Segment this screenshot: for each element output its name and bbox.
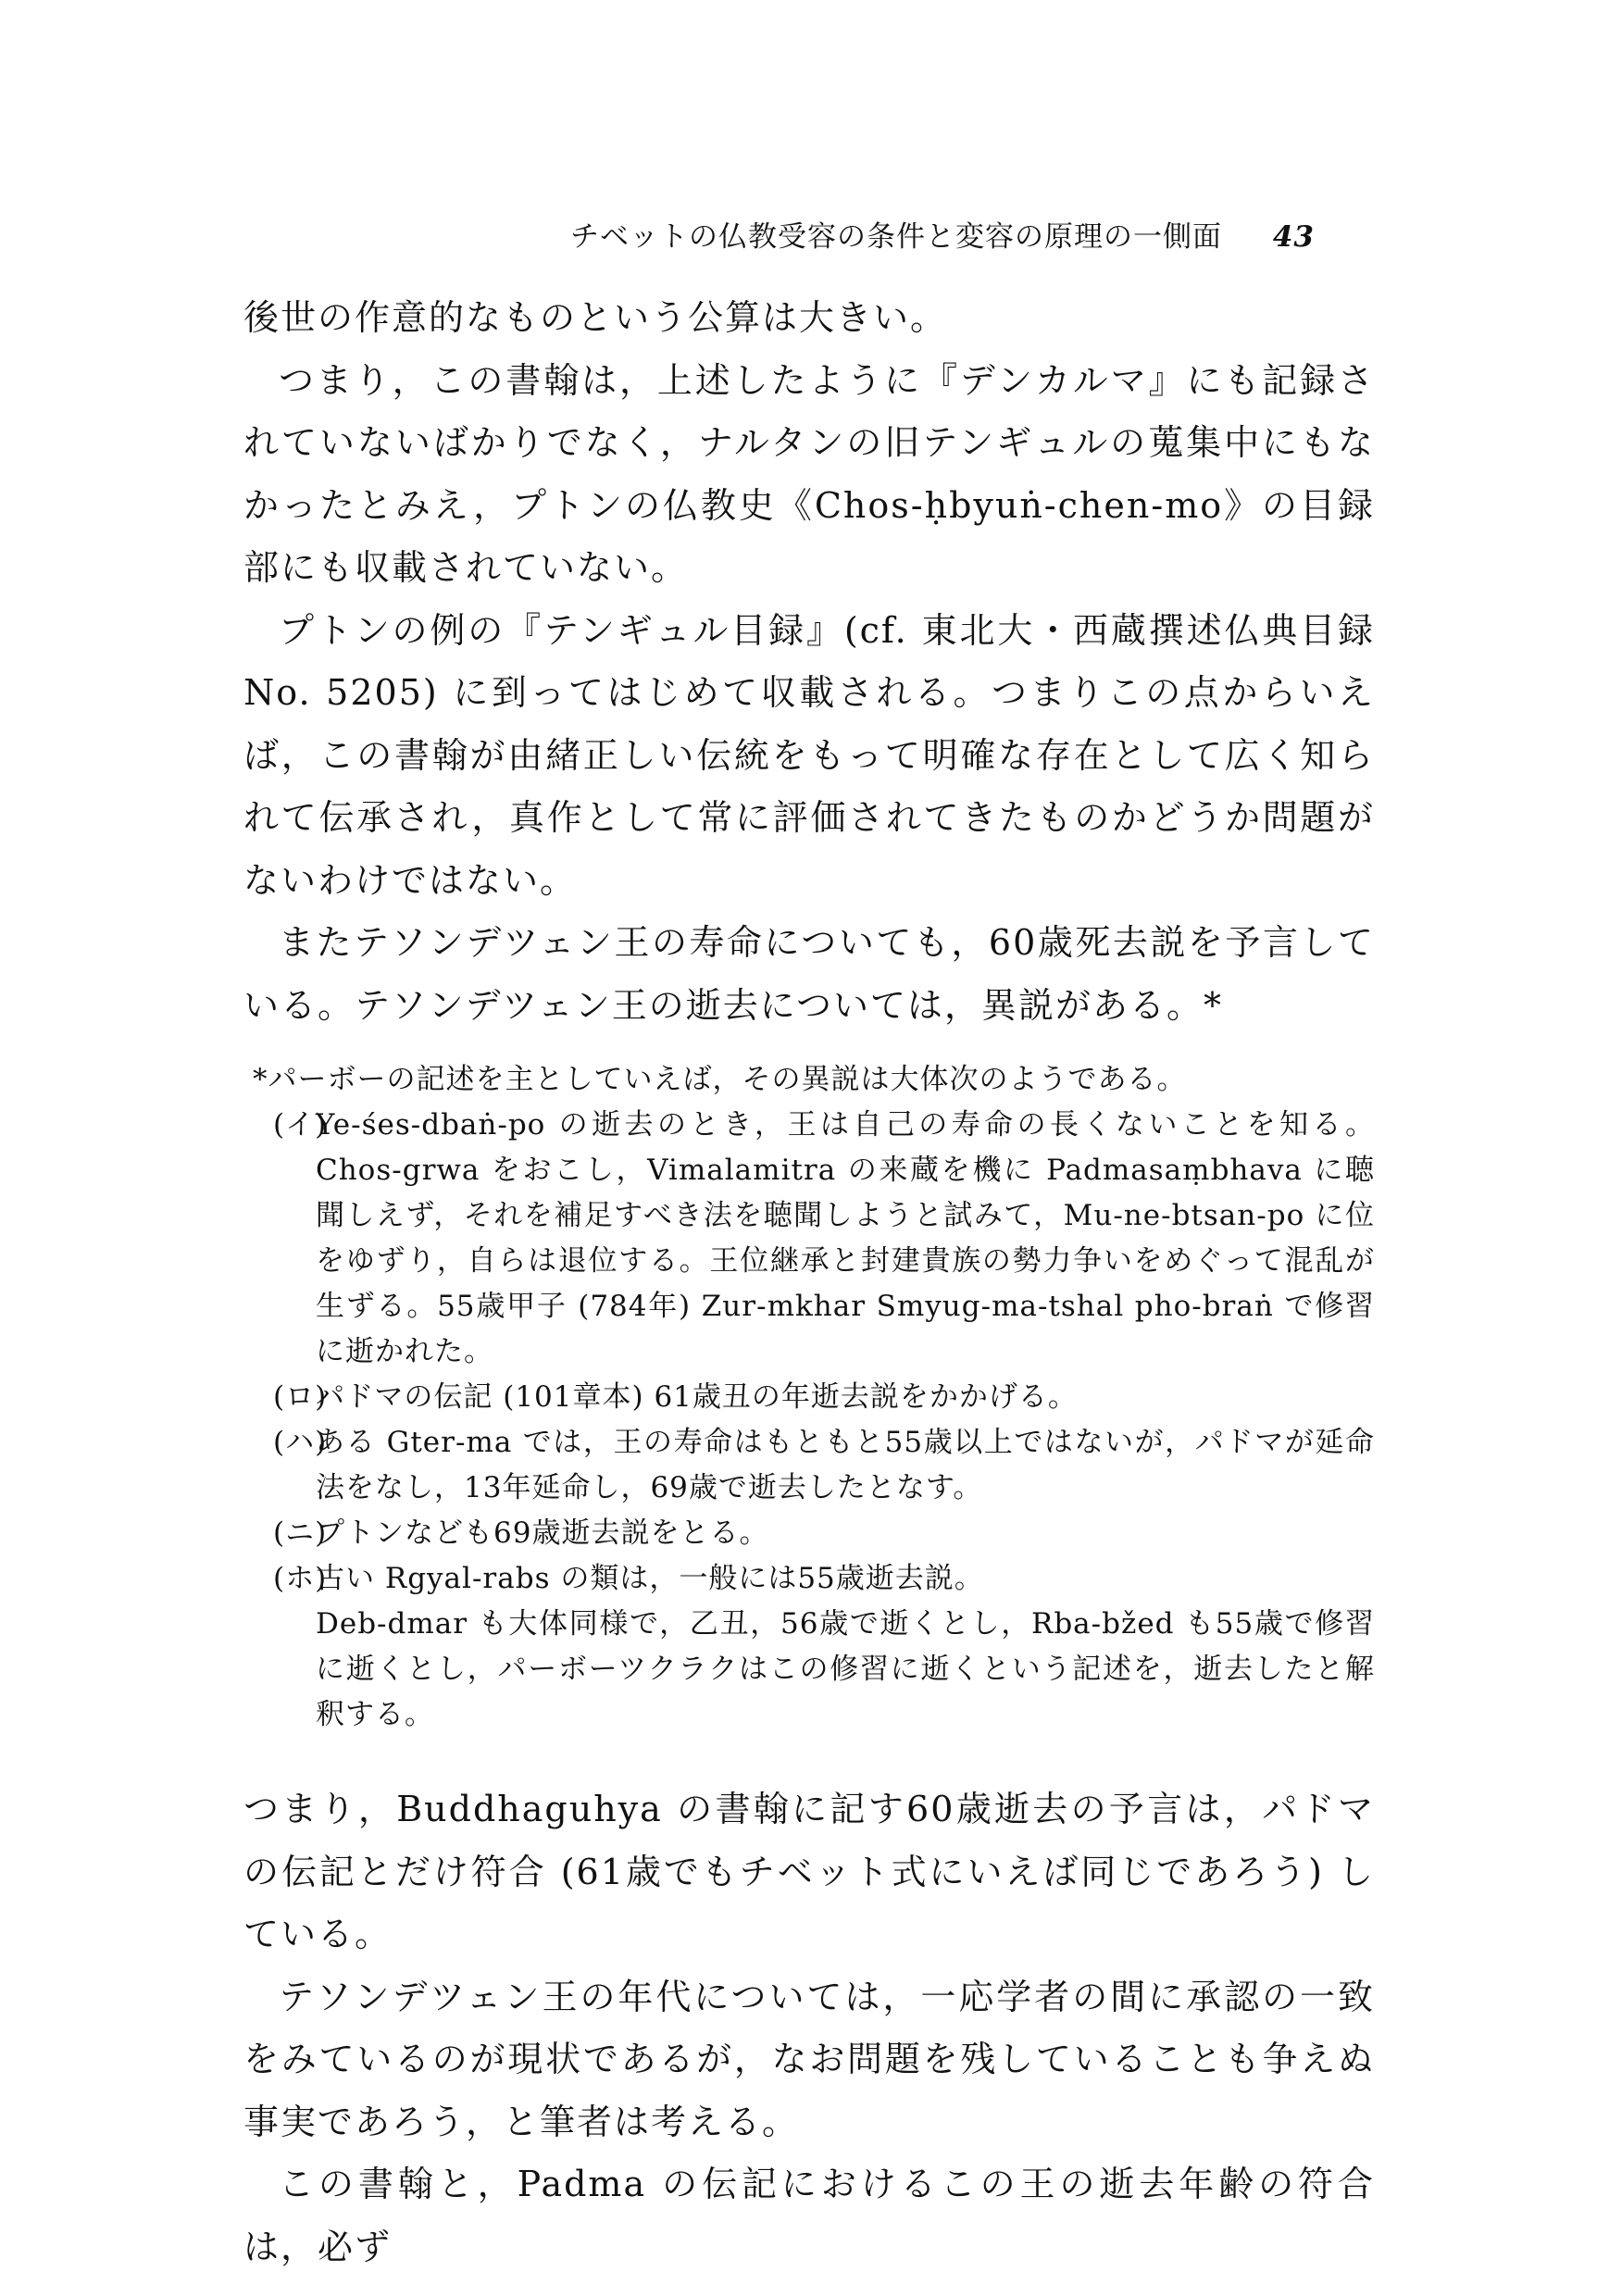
paragraph: テソンデツェン王の年代については，一応学者の間に承認の一致をみているのが現状であるが，なお問題を残していることも争えぬ事実であろう，と筆者は考える。 [243,1976,1375,2142]
footnote-text: 古い Rgyal-rabs の類は，一般には55歳逝去説。 [316,1562,984,1595]
footnote-text: パドマの伝記 (101章本) 61歳丑の年逝去説をかかげる。 [316,1380,1078,1414]
footnote-marker: (ニ) [273,1516,328,1550]
paragraph: つまり，この書翰は，上述したように『デンカルマ』にも記録されていないばかりでなく，ナルタンの旧テンギュルの蒐集中にもなかったとみえ，プトンの仏教史《Chos-ḥbyuṅ-chen-mo》の目録部にも収載されていない。 [243,359,1375,588]
footnote-text: ある Gter-ma では，王の寿命はもともと55歳以上ではないが，パドマが延命法をなし，13年延命し，69歳で逝去したとなす。 [316,1426,1375,1504]
paragraph: またテソンデツェン王の寿命についても，60歳死去説を予言している。テソンデツェン王の逝去については，異説がある。* [243,922,1375,1026]
running-title: チベットの仏教受容の条件と変容の原理の一側面 [570,220,1222,254]
footnote-item [273,1375,1375,1420]
footnote-marker: (イ) [273,1108,328,1142]
footnote-text: Ye-śes-dbaṅ-po の逝去のとき，王は自己の寿命の長くないことを知る。Chos-grwa をおこし，Vimalamitra の来蔵を機に Padmasaṃbhava に聴聞しえず，それを補足すべき法を聴聞しようと試みて，Mu-ne-btsan-po に位をゆずり，自らは退位する。王位継承と封建貴族の勢力争いをめぐって混乱が生ずる。55歳甲子 (784年) Zur-mkhar Smyug-ma-tshal pho-braṅ で修習に逝かれた。 [316,1108,1375,1368]
paragraph: この書翰と，Padma の伝記におけるこの王の逝去年齢の符合は，必ず [243,2164,1375,2267]
page-number: 43 [1272,220,1315,254]
footnote-marker: (ロ) [273,1380,328,1414]
footnote-item [273,1511,1375,1556]
footnote-intro: *パーボーの記述を主としていえば，その異説は大体次のようである。 [253,1063,1187,1096]
footnote-marker: (ハ) [273,1426,328,1459]
paragraph: 後世の作意的なものという公算は大きい。 [243,297,948,338]
running-header [0,213,1315,255]
footnote-item [273,1556,1375,1602]
footnote-item [273,1103,1375,1375]
footnote-text: プトンなども69歳逝去説をとる。 [316,1516,769,1550]
footnote-item [273,1420,1375,1511]
footnote-continuation: Deb-dmar も大体同様で，乙丑，56歳で逝くとし，Rba-bžed も55歳で修習に逝くとし，パーボーツクラクはこの修習に逝くという記述を，逝去したと解釈する。 [316,1607,1375,1731]
body-text-continued [243,1778,1375,2278]
body-text [243,287,1375,2278]
footnote-block [243,1057,1375,1738]
footnote-marker: (ホ) [273,1562,328,1595]
paragraph: プトンの例の『テンギュル目録』(cf. 東北大・西蔵撰述仏典目録 No. 5205) に到ってはじめて収載される。つまりこの点からいえば，この書翰が由緒正しい伝統をもって明確な存在として広く知られて伝承され，真作として常に評価されてきたものかどうか問題がないわけではない。 [243,609,1375,901]
paragraph: つまり，Buddhaguhya の書翰に記す60歳逝去の予言は，パドマの伝記とだけ符合 (61歳でもチベット式にいえば同じであろう) している。 [243,1789,1375,1954]
